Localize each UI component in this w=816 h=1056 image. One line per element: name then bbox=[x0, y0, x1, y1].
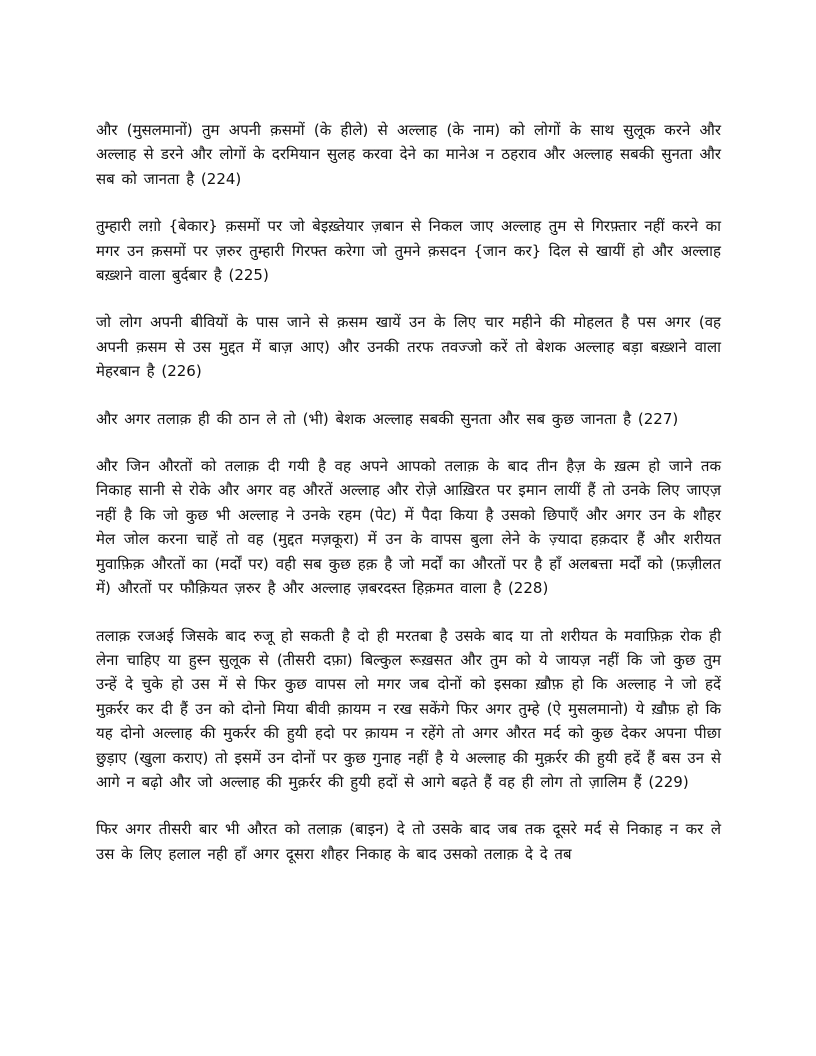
paragraph-verse-228: और जिन औरतों को तलाक़ दी गयी है वह अपने आपको तलाक़ के बाद तीन हैज़ के ख़त्म हो जाने तक निकाह सानी से रोके और अगर वह औरतें अल्लाह और रोज़े आख़िरत पर इमान लायीं हैं तो उनके लिए जाएज़ नहीं है कि जो कुछ भी अल्लाह ने उनके रहम (पेट) में पैदा किया है उसको छिपाएँ और अगर उन के शौहर मेल जोल करना चाहें तो वह (मुद्दत मज़कूरा) में उन के वापस बुला लेने के ज़्यादा हक़दार हैं और शरीयत मुवाफ़िक़ औरतों का (मर्दों पर) वही सब कुछ हक़ है जो मर्दों का औरतों पर है हाँ अलबत्ता मर्दों को (फ़ज़ीलत में) औरतों पर फौक़ियत ज़रुर है और अल्लाह ज़बरदस्त हिक़मत वाला है (228) bbox=[96, 457, 721, 598]
paragraph-verse-224: और (मुसलमानों) तुम अपनी क़समों (के हीले) से अल्लाह (के नाम) को लोगों के साथ सुलूक करने और अल्लाह से डरने और लोगों के दरमियान सुलह करवा देने का मानेअ न ठहराव और अल्लाह सबकी सुनता और सब को जानता है (224) bbox=[96, 121, 721, 188]
document-page bbox=[96, 118, 721, 889]
paragraph-verse-226: जो लोग अपनी बीवियों के पास जाने से क़सम खायें उन के लिए चार महीने की मोहलत है पस अगर (वह अपनी क़सम से उस मुद्दत में बाज़ आए) और उनकी तरफ तवज्जो करें तो बेशक अल्लाह बड़ा बख़्शने वाला मेहरबान है (226) bbox=[96, 313, 721, 381]
paragraph-verse-227: और अगर तलाक़ ही की ठान ले तो (भी) बेशक अल्लाह सबकी सुनता और सब कुछ जानता है (227) bbox=[96, 409, 679, 428]
paragraph-verse-225: तुम्हारी लग़ो {बेकार} क़समों पर जो बेइख़्तेयार ज़बान से निकल जाए अल्लाह तुम से गिरफ़्तार नहीं करने का मगर उन क़समों पर ज़रुर तुम्हारी गिरफ्त करेगा जो तुमने क़सदन {जान कर} दिल से खायीं हो और अल्लाह बख़्शने वाला बुर्दबार है (225) bbox=[96, 217, 721, 285]
paragraph-verse-229: तलाक़ रजअई जिसके बाद रुजू हो सकती है दो ही मरतबा है उसके बाद या तो शरीयत के मवाफ़िक़ रोक ही लेना चाहिए या हुस्न सुलूक से (तीसरी दफ़ा) बिल्कुल रूख़सत और तुम को ये जायज़ नहीं कि जो कुछ तुम उन्हें दे चुके हो उस में से फिर कुछ वापस लो मगर जब दोनों को इसका ख़ौफ़ हो कि अल्लाह ने जो हदें मुक़र्रर कर दी हैं उन को दोनो मिया बीवी क़ायम न रख सकेंगे फिर अगर तुम्हे (ऐ मुसलमानो) ये ख़ौफ़ हो कि यह दोनो अल्लाह की मुकर्रर की हुयी हदो पर क़ायम न रहेंगे तो अगर औरत मर्द को कुछ देकर अपना पीछा छुड़ाए (खुला कराए) तो इसमें उन दोनों पर कुछ गुनाह नहीं है ये अल्लाह की मुक़र्रर की हुयी हदें हैं बस उन से आगे न बढ़ो और जो अल्लाह की मुक़र्रर की हुयी हदों से आगे बढ़ते हैं वह ही लोग तो ज़ालिम हैं (229) bbox=[96, 626, 721, 791]
paragraph-verse-230-partial: फिर अगर तीसरी बार भी औरत को तलाक़ (बाइन) दे तो उसके बाद जब तक दूसरे मर्द से निकाह न कर ले उस के लिए हलाल नही हाँ अगर दूसरा शौहर निकाह के बाद उसको तलाक़ दे दे तब bbox=[96, 820, 721, 863]
